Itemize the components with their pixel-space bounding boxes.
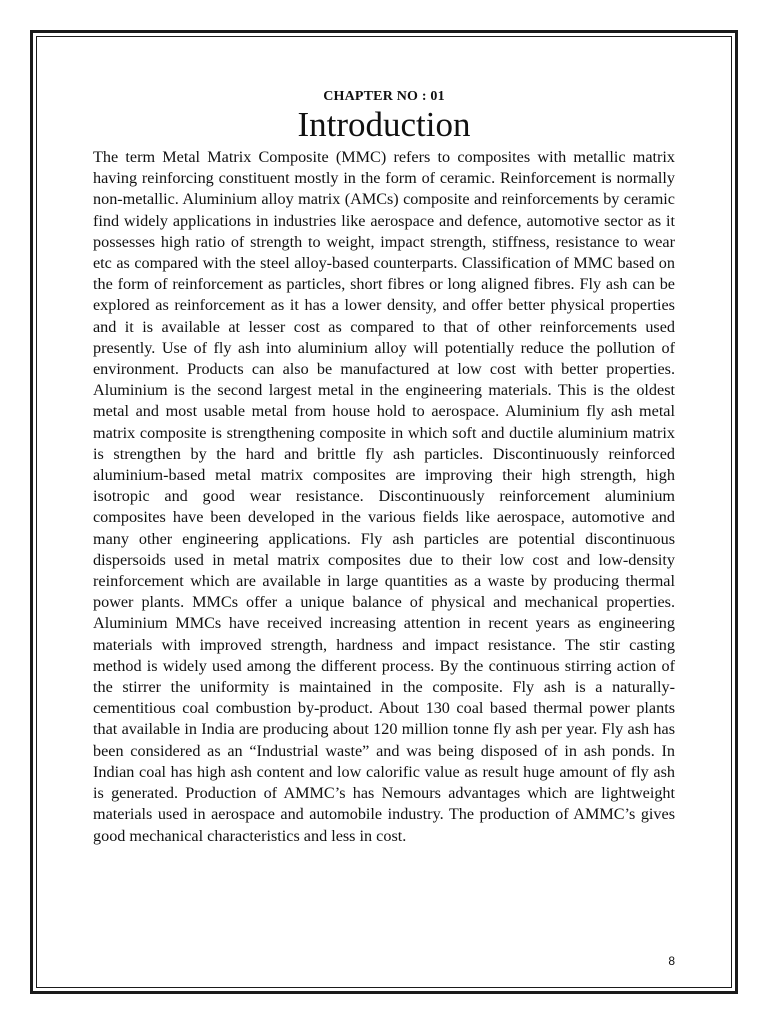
chapter-label: CHAPTER NO : 01 [323, 89, 445, 104]
page-number: 8 [668, 954, 675, 968]
body-paragraph: The term Metal Matrix Composite (MMC) refers to composites with metallic matrix having reinforcing constituent mostly in the form of ceramic. Reinforcement is normally non-metallic. Aluminium alloy matrix (AMCs) composite and reinforcements by ceramic find widely applications in industries like aerospace and defence, automotive sector as it possesses high ratio of strength to weight, impact strength, stiffness, resistance to wear etc as compared with the steel alloy-based counterparts. Classification of MMC based on the form of reinforcement as particles, short fibres or long aligned fibres. Fly ash can be explored as reinforcement as it has a lower density, and offer better physical properties and it is available at lesser cost as compared to that of other reinforcements used presently. Use of fly ash into aluminium alloy will potentially reduce the pollution of environment. Products can also be manufactured at low cost with better properties. Aluminium is the second largest metal in the engineering materials. This is the oldest metal and most usable metal from house hold to aerospace. Aluminium fly ash metal matrix composite is strengthening composite in which soft and ductile aluminium matrix is strengthen by the hard and brittle fly ash particles. Discontinuously reinforced aluminium-based metal matrix composites are improving their high strength, high isotropic and good wear resistance. Discontinuously reinforcement aluminium composites have been developed in the various fields like aerospace, automotive and many other engineering applications. Fly ash particles are potential discontinuous dispersoids used in metal matrix composites due to their low cost and low-density reinforcement which are available in large quantities as a waste by producing thermal power plants. MMCs offer a unique balance of physical and mechanical properties. Aluminium MMCs have received increasing attention in recent years as engineering materials with improved strength, hardness and impact resistance. The stir casting method is widely used among the different process. By the continuous stirring action of the stirrer the uniformity is maintained in the composite. Fly ash is a naturally-cementitious coal combustion by-product. About 130 coal based thermal power plants that available in India are producing about 120 million tonne fly ash per year. Fly ash has been considered as an “Industrial waste” and was being disposed of in ash ponds. In Indian coal has high ash content and low calorific value as result huge amount of fly ash is generated. Production of AMMC’s has Nemours advantages which are lightweight materials used in aerospace and automobile industry. The production of AMMC’s gives good mechanical characteristics and less in cost. [93, 148, 675, 845]
page-title: Introduction [297, 105, 471, 144]
